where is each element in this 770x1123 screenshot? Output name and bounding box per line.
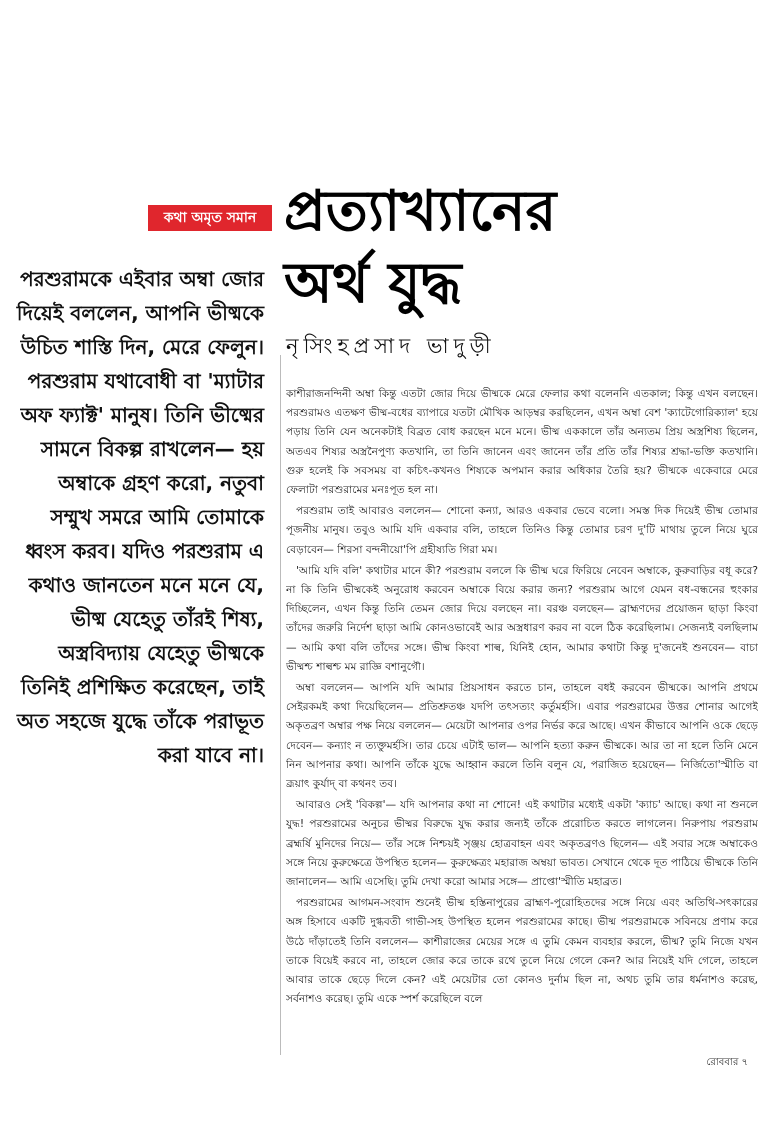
page-footer: রোববার ৭ — [706, 1057, 748, 1068]
article-body — [286, 385, 758, 1045]
body-paragraph: আবারও সেই 'বিকল্প'— যদি আপনার কথা না শোনে! এই কথাটার মধ্যেই একটা 'ক্যাচ' আছে। কথা না শুনলে যুদ্ধ! পরশুরামের অনুচর ভীষ্মর বিরুদ্ধে যুদ্ধ করার জন্যই তাঁকে প্ররোচিত করতে লাগলেন। নিরুপায় পরশুরাম ব্রহ্মর্ষি মুনিদের নিয়ে— তাঁর সঙ্গে নিশ্চয়ই সৃঞ্জয় হোত্রবাহন এবং অকৃতব্রণও ছিলেন— এই সবার সঙ্গে অম্বাকেও সঙ্গে নিয়ে কুরুক্ষেত্রে উপস্থিত হলেন— কুরুক্ষেত্রং মহারাজ অম্বয়া ভাবত। সেখানে থেকে দূত পাঠিয়ে ভীষ্মকে তিনি জানালেন— আমি এসেছি। তুমি দেখা করো আমার সঙ্গে— প্রাপ্তো'স্মীতি মহাব্রত। — [286, 799, 758, 889]
body-paragraph: অম্বা বললেন— আপনি যদি আমার প্রিয়সাধন করতে চান, তাহলে বধই করবেন ভীষ্মকে। আপনি প্রথমে সেইরকমই কথা দিয়েছিলেন— প্রতিশ্রুতঞ্চ যদপি তৎসত্যং কর্তুমর্হসি। এবার পরশুরামের উত্তর শোনার আগেই অকৃতব্রণ অম্বার পক্ষ নিয়ে বললেন— মেয়েটা আপনার ওপর নির্ভর করে আছে। এখন কীভাবে আপনি ওকে ছেড়ে দেবেন— কন্যাং ন ত্যক্তুমর্হসি। তার চেয়ে এটাই ভাল— আপনি হত্যা করুন ভীষ্মকে। আর তা না হলে তিনি মেনে নিন আপনার কথা। আপনি তাঁকে যুদ্ধে আহ্বান করলে তিনি বলুন যে, পরাজিত হয়েছেন— নির্জিতো'স্মীতি বা ব্রূয়াৎ কুর্যাদ্‌ বা কথনং তব। — [286, 682, 758, 791]
title-line-1: প্রত্যাখ্যানের — [284, 179, 557, 244]
column-divider — [280, 355, 281, 1055]
article-title — [284, 176, 754, 320]
title-line-2: অর্থ যুদ্ধ — [284, 251, 462, 316]
body-paragraph: কাশীরাজনন্দিনী অম্বা কিন্তু এতটা জোর দিয়ে ভীষ্মকে মেরে ফেলার কথা বলেননি এতকাল; কিন্তু এখন বলছেন। পরশুরামও এতক্ষণ ভীষ্ম-বধের ব্যাপারে যতটা মৌখিক আড়ম্বর করছিলেন, এখন অম্বা বেশ 'ক্যাটেগোরিক্যাল' হয়ে পড়ায় তিনি যেন অনেকটাই বিব্রত বোধ করছেন মনে মনে। ভীষ্ম এককালে তাঁর অন্যতম প্রিয় অস্ত্রশিষ্য ছিলেন, অতএব শিষ্যর অস্ত্রনৈপুণ্য কতখানি, তা তিনি জানেন এবং জানেন তাঁর প্রতি তাঁর শিষ্যর শ্রদ্ধা-ভক্তি কতখানি। গুরু হলেই কি সবসময় বা কচিৎ-কখনও শিষ্যকে অপমান করার অধিকার তৈরি হয়? ভীষ্মকে একেবারে মেরে ফেলাটা পরশুরামের মনঃপূত হল না। — [286, 388, 758, 497]
body-paragraph: 'আমি যদি বলি' কথাটার মানে কী? পরশুরাম বললে কি ভীষ্ম ঘরে ফিরিয়ে নেবেন অম্বাকে, কুরুবাড়ির বধূ করে? না কি তিনি ভীষ্মকেই অনুরোধ করবেন অম্বাকে বিয়ে করার জন্য? পরশুরাম আগে যেমন বধ-বন্ধনের হুংকার দিচ্ছিলেন, এখন কিন্তু তিনি তেমন জোর দিয়ে বলছেন না। বরঞ্চ বলছেন— ব্রাহ্মণদের প্রয়োজন ছাড়া কিংবা তাঁদের জরুরি নির্দেশ ছাড়া আমি কোনওভাবেই আর অস্ত্রধারণ করব না বলে ঠিক করেছিলাম। সেজন্যই বলছিলাম— আমি কথা বলি তাঁদের সঙ্গে। ভীষ্ম কিংবা শাল্ব, যিনিই হোন, আমার কথাটা কিন্তু দু'জনেই শুনবেন— বাচা ভীষ্মশ্চ শাল্বশ্চ মম রাজ্ঞি বশানুগৌ। — [286, 564, 758, 673]
section-tag: কথা অমৃত সমান — [148, 205, 272, 231]
body-paragraph: পরশুরাম তাই আবারও বললেন— শোনো কন্যা, আরও একবার ভেবে বলো। সমস্ত দিক দিয়েই ভীষ্ম তোমার পূজনীয় মানুষ। তবুও আমি যদি একবার বলি, তাহলে তিনিও কিন্তু তোমার চরণ দু'টি মাথায় তুলে নিয়ে ঘুরে বেড়াবেন— শিরসা বন্দনীয়ো'পি গ্রহীষ্যতি গিরা মম। — [286, 505, 758, 556]
pull-quote: পরশুরামকে এইবার অম্বা জোর দিয়েই বললেন, আপনি ভীষ্মকে উচিত শাস্তি দিন, মেরে ফেলুন। পরশুরাম যথাবোধী বা 'ম্যাটার অফ ফ্যাক্ট' মানুষ। তিনি ভীষ্মের সামনে বিকল্প রাখলেন— হয় অম্বাকে গ্রহণ করো, নতুবা সম্মুখ সমরে আমি তোমাকে ধ্বংস করব। যদিও পরশুরাম এ কথাও জানতেন মনে মনে যে, ভীষ্ম যেহেতু তাঁরই শিষ্য, অস্ত্রবিদ্যায় যেহেতু ভীষ্মকে তিনিই প্রশিক্ষিত করেছেন, তাই অত সহজে যুদ্ধে তাঁকে পরাভূত করা যাবে না। — [16, 267, 264, 767]
body-paragraph: পরশুরামের আগমন-সংবাদ শুনেই ভীষ্ম হস্তিনাপুরের ব্রাহ্মণ-পুরোহিতদের সঙ্গে নিয়ে এবং অতিথি-সৎকারের অঙ্গ হিসাবে একটি দুগ্ধবতী গাভী-সহ উপস্থিত হলেন পরশুরামের কাছে। ভীষ্ম পরশুরামকে সবিনয়ে প্রণাম করে উঠে দাঁড়াতেই তিনি বললেন— কাশীরাজের মেয়ের সঙ্গে এ তুমি কেমন ব্যবহার করলে, ভীষ্ম? তুমি নিজে যখন তাকে বিয়েই করবে না, তাহলে জোর করে তাকে রথে তুলে নিয়ে গেলে কেন? আর নিয়েই যদি গেলে, তাহলে আবার তাকে ছেড়ে দিলে কেন? এই মেয়েটার তো কোনও দুর্নাম ছিল না, অথচ তুমি তার ধর্মনাশও করেছ, সর্বনাশও করেছ। তুমি একে স্পর্শ করেছিলে বলে — [286, 897, 758, 1006]
author-byline: নৃসিংহপ্রসাদ ভাদুড়ী — [286, 334, 496, 358]
